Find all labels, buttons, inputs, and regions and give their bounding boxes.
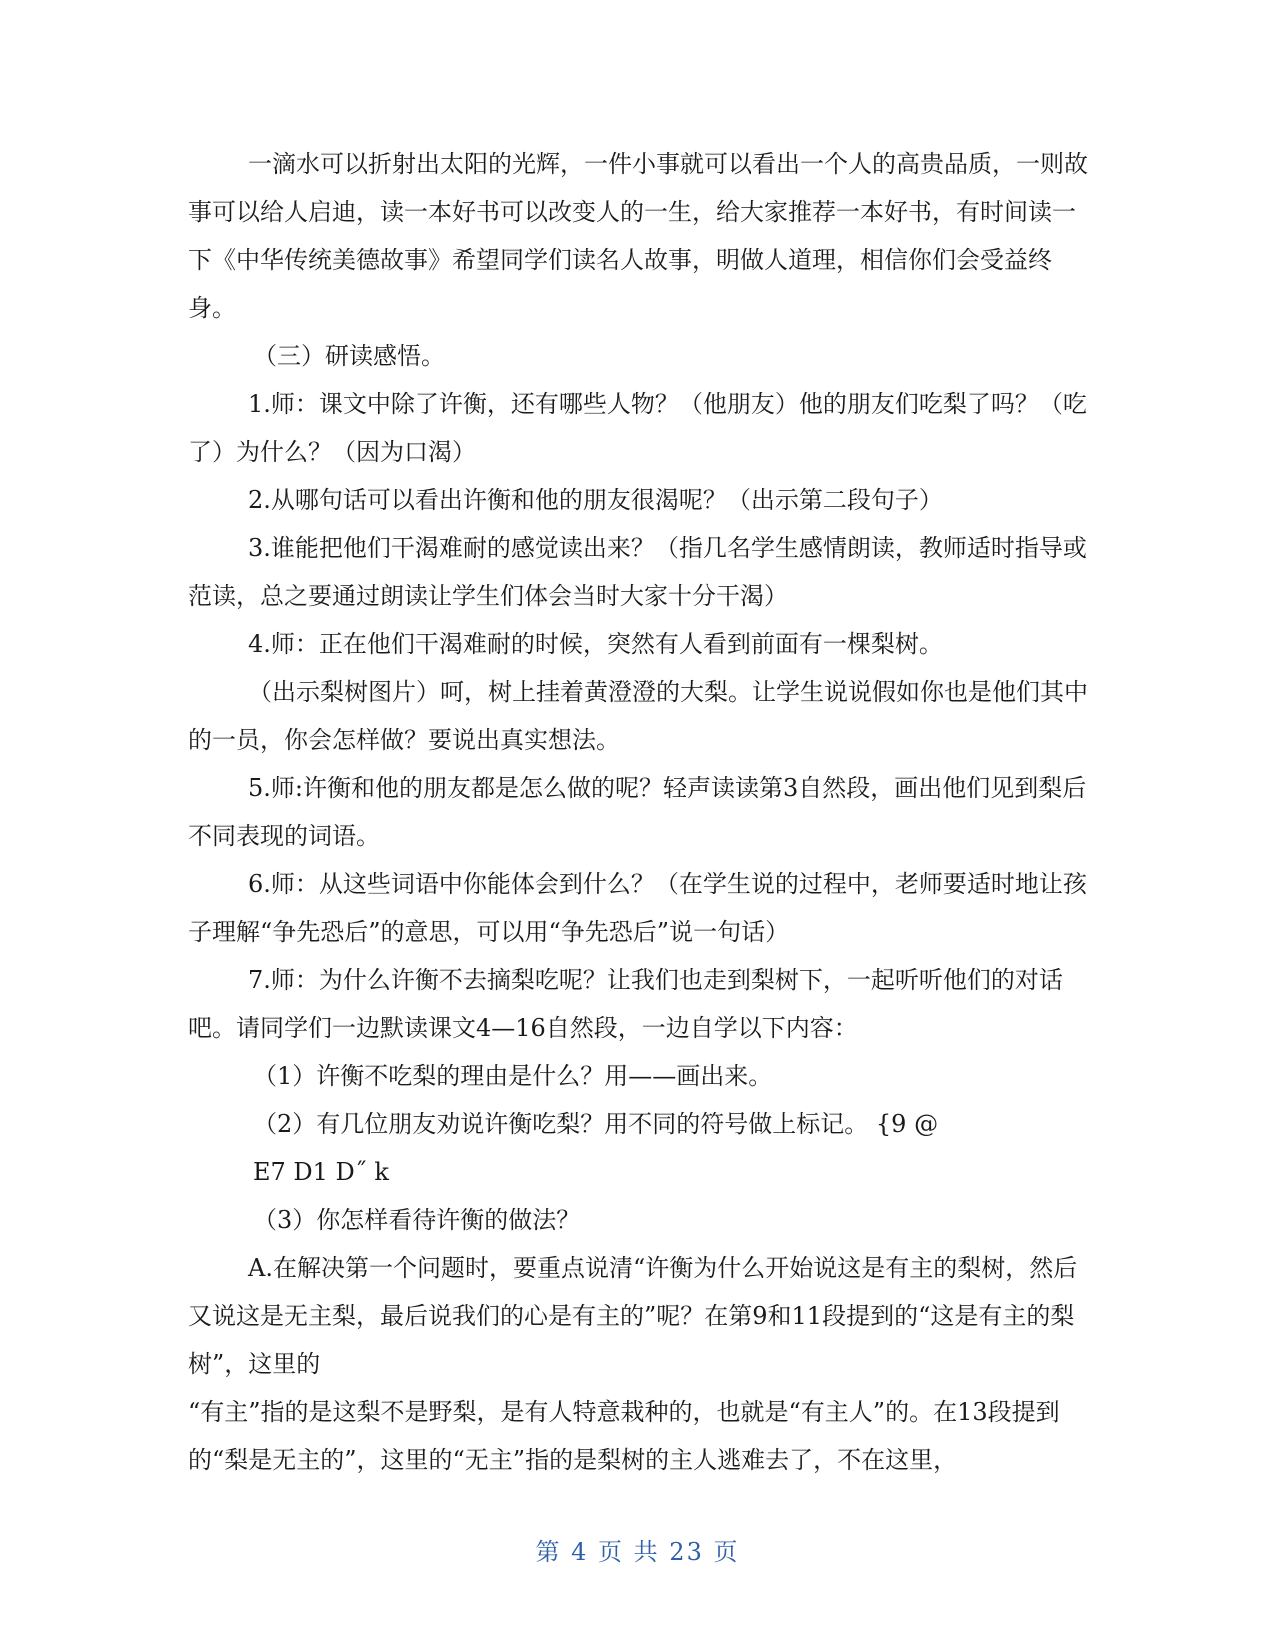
paragraph-item-5: 5.师:许衡和他的朋友都是怎么做的呢？轻声读读第3自然段，画出他们见到梨后不同表现的词语。	[188, 774, 1087, 850]
sub-question-2: （2）有几位朋友劝说许衡吃梨？用不同的符号做上标记。 {9 @	[253, 1110, 939, 1138]
paragraph-intro: 一滴水可以折射出太阳的光辉，一件小事就可以看出一个人的高贵品质，一则故事可以给人启迪，读一本好书可以改变人的一生，给大家推荐一本好书，有时间读一下《中华传统美德故事》希望同学们读名人故事，明做人道理，相信你们会受益终身。	[188, 150, 1088, 322]
sub-question-3: （3）你怎样看待许衡的做法？	[253, 1206, 581, 1234]
paragraph-item-4: 4.师：正在他们干渴难耐的时候，突然有人看到前面有一棵梨树。	[248, 630, 943, 658]
sub-question-1: （1）许衡不吃梨的理由是什么？用——画出来。	[253, 1062, 773, 1090]
garbled-text: E7 D1 D˝ k	[253, 1158, 389, 1186]
paragraph-item-6: 6.师：从这些词语中你能体会到什么？（在学生说的过程中，老师要适时地让孩子理解“争先恐后”的意思，可以用“争先恐后”说一句话）	[188, 870, 1087, 946]
section-heading: （三）研读感悟。	[253, 342, 445, 370]
paragraph-item-4-cont: （出示梨树图片）呵，树上挂着黄澄澄的大梨。让学生说说假如你也是他们其中的一员，你会怎样做？要说出真实想法。	[188, 678, 1088, 754]
paragraph-answer-a: A.在解决第一个问题时，要重点说清“许衡为什么开始说这是有主的梨树，然后又说这是无主梨，最后说我们的心是有主的”呢？在第9和11段提到的“这是有主的梨树”，这里的	[188, 1254, 1078, 1378]
paragraph-item-2: 2.从哪句话可以看出许衡和他的朋友很渴呢？（出示第二段句子）	[248, 486, 943, 514]
paragraph-item-3: 3.谁能把他们干渴难耐的感觉读出来？（指几名学生感情朗读，教师适时指导或范读，总之要通过朗读让学生们体会当时大家十分干渴）	[188, 534, 1087, 610]
paragraph-item-7: 7.师：为什么许衡不去摘梨吃呢？让我们也走到梨树下，一起听听他们的对话吧。请同学们一边默读课文4—16自然段，一边自学以下内容：	[188, 966, 1063, 1042]
paragraph-answer-a-cont: “有主”指的是这梨不是野梨，是有人特意栽种的，也就是“有主人”的。在13段提到的“梨是无主的”，这里的“无主”指的是梨树的主人逃难去了，不在这里，	[188, 1398, 1060, 1474]
document-body	[188, 140, 1088, 1484]
paragraph-item-1: 1.师：课文中除了许衡，还有哪些人物？（他朋友）他的朋友们吃梨了吗？（吃了）为什么？（因为口渴）	[188, 390, 1087, 466]
page-number-footer: 第 4 页 共 23 页	[535, 1538, 740, 1566]
